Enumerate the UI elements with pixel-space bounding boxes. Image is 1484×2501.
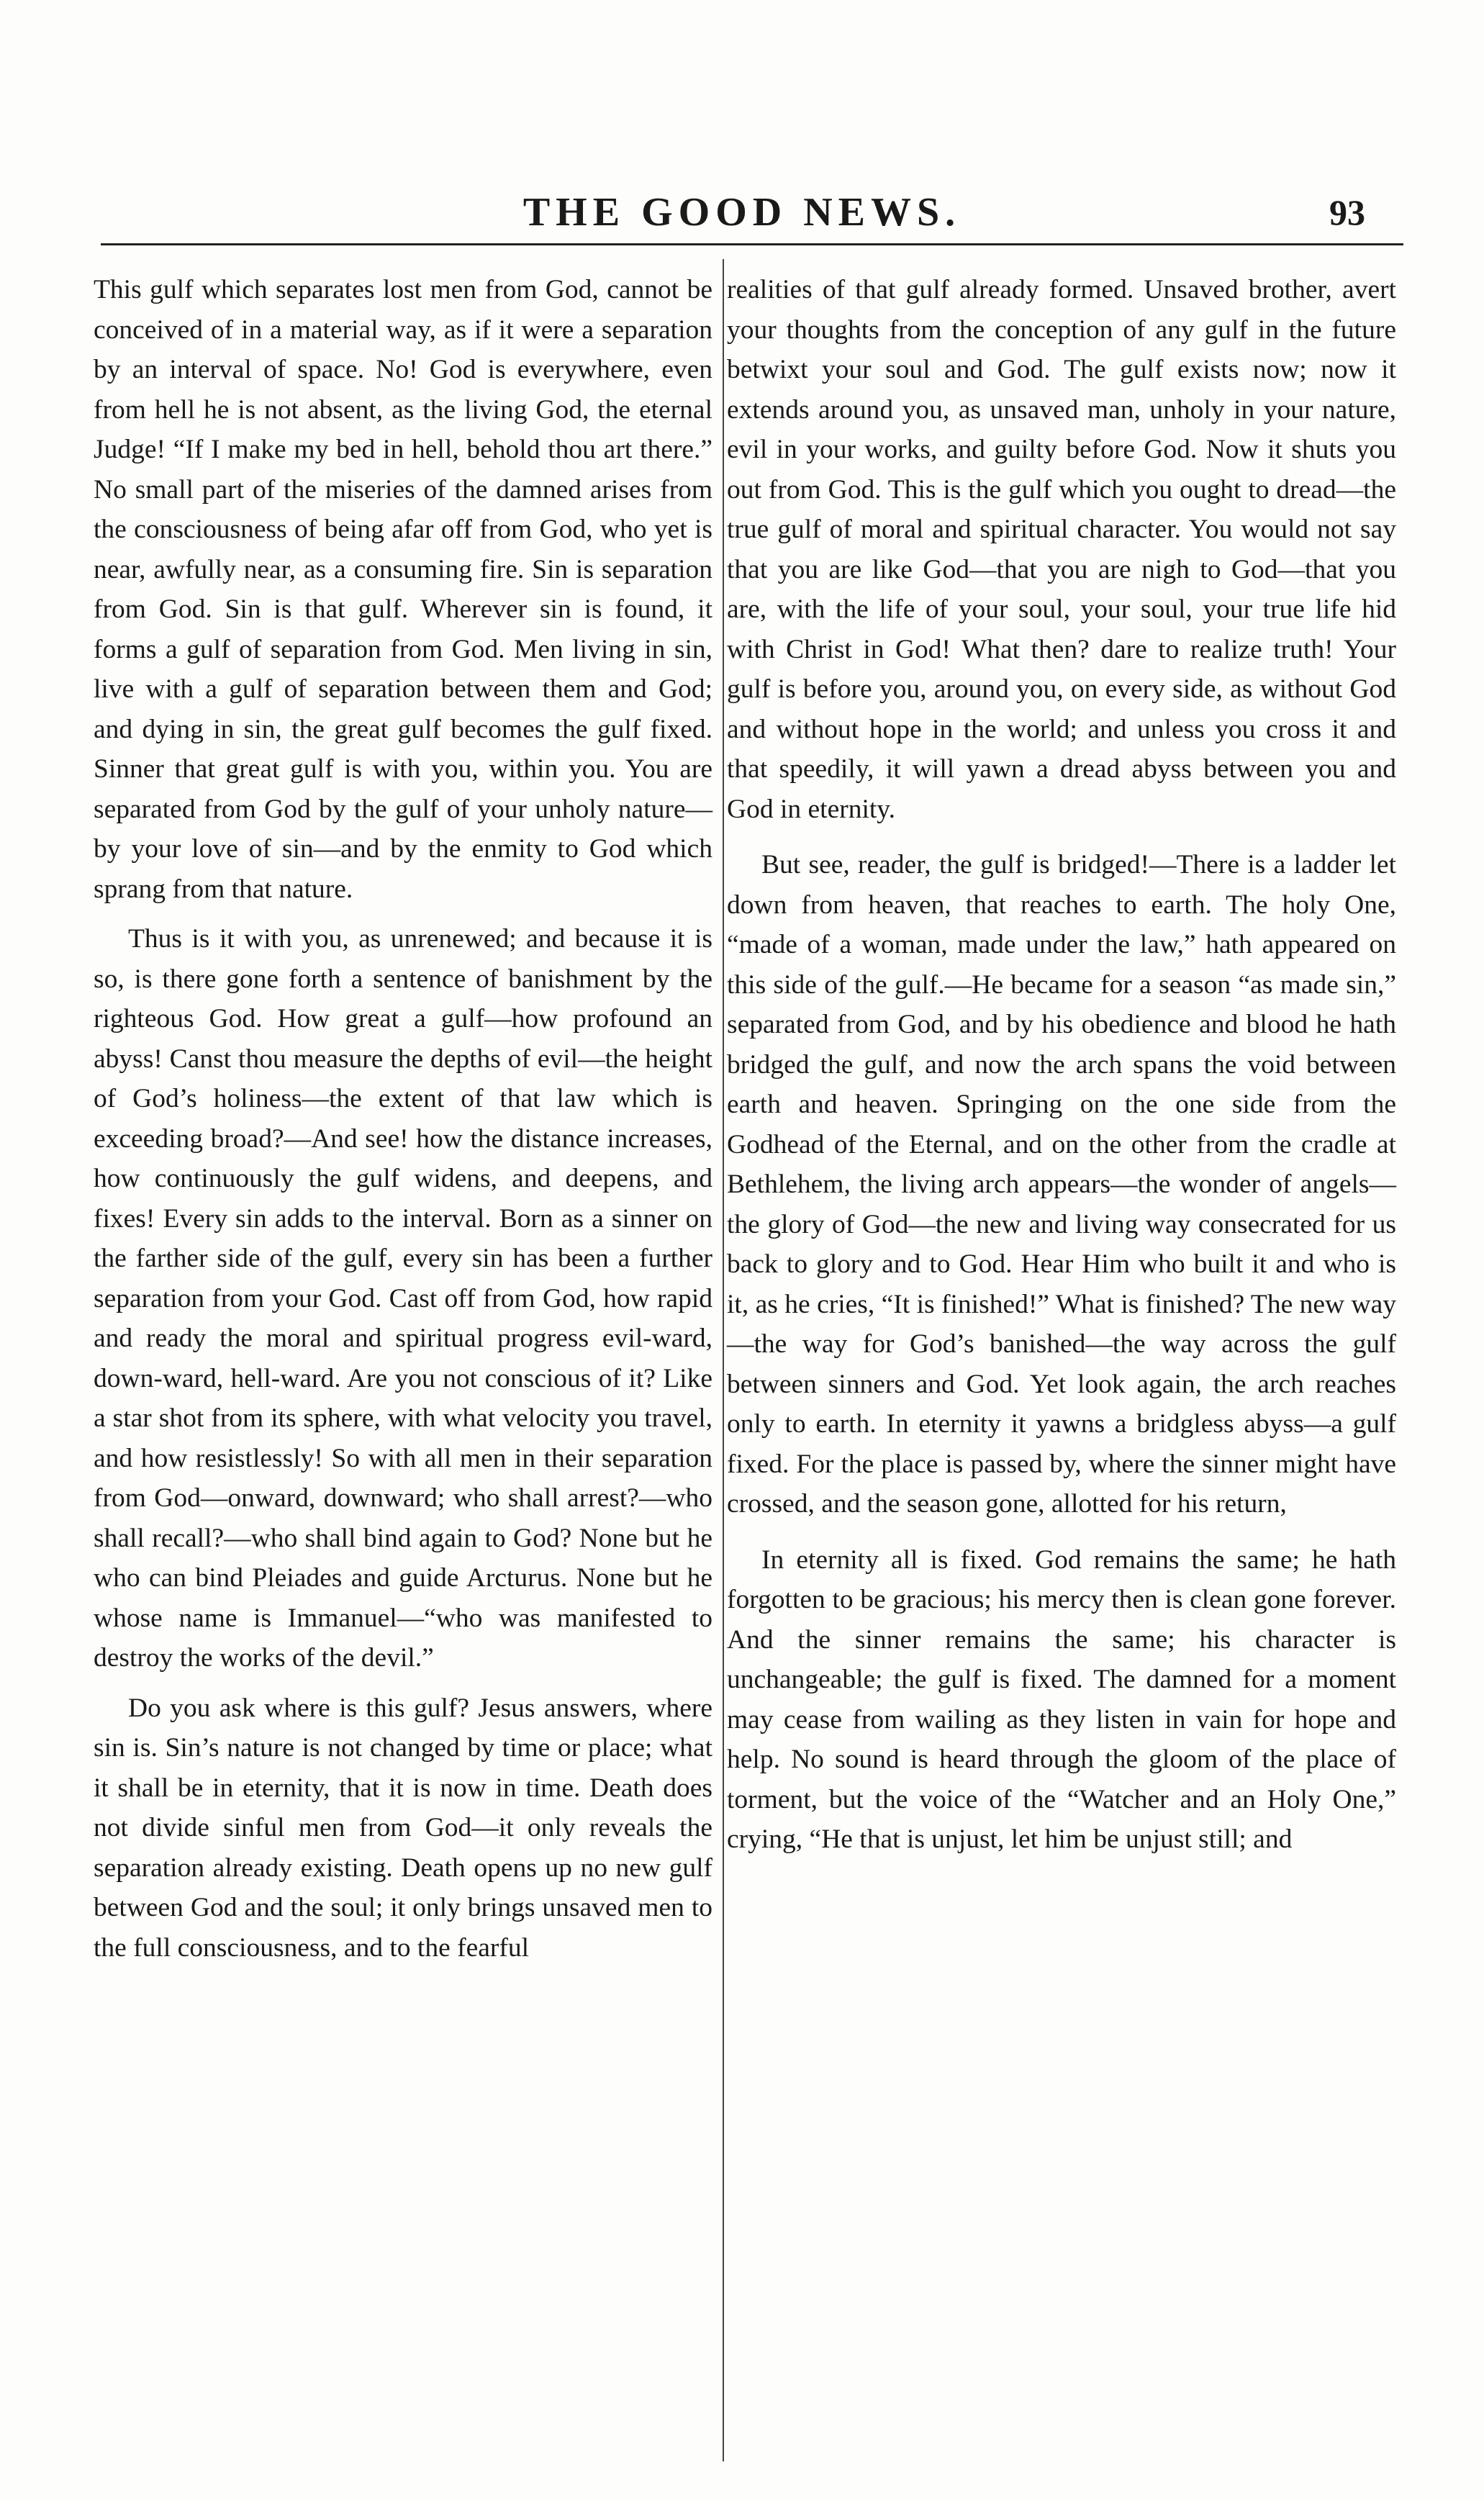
paragraph: realities of that gulf already formed. Unsaved brother, avert your thoughts from the conception of any gulf in the future betwixt your soul and God. The gulf exists now; now it extends around you, as unsaved man, unholy in your nature, evil in your works, and guilty before God. Now it shuts you out from God. This is the gulf which you ought to dread—the true gulf of moral and spiritual character. You would not say that you are like God—that you are nigh to God—that you are, with the life of your soul, your soul, your true life hid with Christ in God! What then? dare to realize truth! Your gulf is before you, around you, on every side, as without God and without hope in the world; and unless you cross it and that speedily, it will yawn a dread abyss between you and God in eternity. — [727, 275, 1396, 824]
left-column — [94, 270, 712, 1968]
running-title: THE GOOD NEWS. — [522, 190, 962, 235]
paragraph: But see, reader, the gulf is bridged!—There is a ladder let down from heaven, that reaches to earth. The holy One, “made of a woman, made under the law,” hath appeared on this side of the gulf.—He became for a season “as made sin,” separated from God, and by his obedience and blood he hath bridged the gulf, and now the arch spans the void between earth and heaven. Springing on the one side from the Godhead of the Eternal, and on the other from the cradle at Bethlehem, the living arch appears—the wonder of angels—the glory of God—the new and living way consecrated for us back to glory and to God. Hear Him who built it and who is it, as he cries, “It is finished!” What is finished? The new way—the way for God’s banished—the way across the gulf between sinners and God. Yet look again, the arch reaches only to earth. In eternity it yawns a bridgless abyss—a gulf fixed. For the place is passed by, where the sinner might have crossed, and the season gone, allotted for his return, — [727, 850, 1396, 1519]
column-divider — [723, 259, 724, 2461]
page-number: 93 — [1329, 192, 1365, 232]
paragraph: This gulf which separates lost men from God, cannot be conceived of in a material way, as if it were a separation by an interval of space. No! God is everywhere, even from hell he is not absent, as the living God, the eternal Judge! “If I make my bed in hell, behold thou art there.” No small part of the miseries of the damned arises from the consciousness of being afar off from God, who yet is near, awfully near, as a consuming fire. Sin is separation from God. Sin is that gulf. Wherever sin is found, it forms a gulf of separation from God. Men living in sin, live with a gulf of separation between them and God; and dying in sin, the great gulf becomes the gulf fixed. Sinner that great gulf is with you, within you. You are separated from God by the gulf of your unholy nature—by your love of sin—and by the enmity to God which sprang from that nature. — [94, 275, 712, 904]
header-rule — [101, 243, 1403, 245]
right-column — [727, 270, 1396, 1860]
page-header — [0, 180, 1484, 245]
paragraph: In eternity all is fixed. God remains the same; he hath forgotten to be gracious; his mercy then is clean gone forever. And the sinner remains the same; his character is unchangeable; the gulf is fixed. The damned for a moment may cease from wailing as they listen in vain for hope and help. No sound is heard through the gloom of the place of torment, but the voice of the “Watcher and an Holy One,” crying, “He that is unjust, let him be unjust still; and — [727, 1545, 1396, 1854]
paragraph: Thus is it with you, as unrenewed; and because it is so, is there gone forth a sentence of banishment by the righteous God. How great a gulf—how profound an abyss! Canst thou measure the depths of evil—the height of God’s holiness—the extent of that law which is exceeding broad?—And see! how the distance increases, how continuously the gulf widens, and deepens, and fixes! Every sin adds to the interval. Born as a sinner on the farther side of the gulf, every sin has been a further separation from your God. Cast off from God, how rapid and ready the moral and spiritual progress evil-ward, down-ward, hell-ward. Are you not conscious of it? Like a star shot from its sphere, with what velocity you travel, and how resistlessly! So with all men in their separation from God—onward, downward; who shall arrest?—who shall recall?—who shall bind again to God? None but he who can bind Pleiades and guide Arcturus. None but he whose name is Immanuel—“who was manifested to destroy the works of the devil.” — [94, 924, 712, 1673]
paragraph: Do you ask where is this gulf? Jesus answers, where sin is. Sin’s nature is not changed by time or place; what it shall be in eternity, that it is now in time. Death does not divide sinful men from God—it only reveals the separation already existing. Death opens up no new gulf between God and the soul; it only brings unsaved men to the full consciousness, and to the fearful — [94, 1693, 712, 1963]
